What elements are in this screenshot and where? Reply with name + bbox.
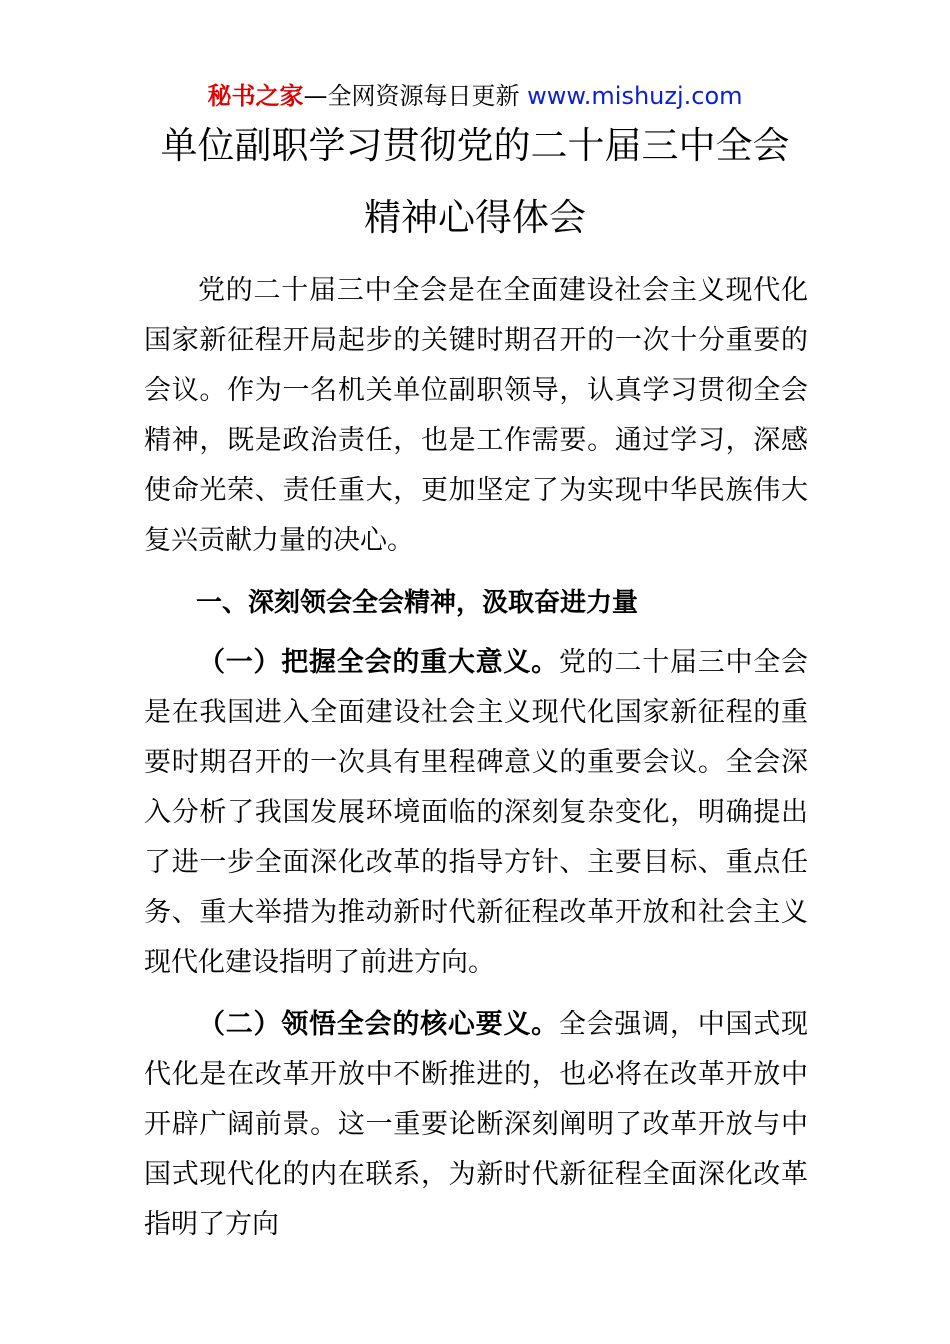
subsection-1-title: （一）把握全会的重大意义。 [198, 647, 559, 678]
section-1-heading: 一、深刻领会全会精神，汲取奋进力量 [196, 588, 639, 618]
site-slogan: —全网资源每日更新 [303, 82, 528, 110]
document-title-line-1: 单位副职学习贯彻党的二十届三中全会 [160, 124, 790, 167]
site-url-link[interactable]: www.mishuzj.com [527, 82, 743, 110]
intro-paragraph: 党的二十届三中全会是在全面建设社会主义现代化国家新征程开局起步的关键时期召开的一次十分重要的会议。作为一名机关单位副职领导，认真学习贯彻全会精神，既是政治责任，也是工作需要。通过学习，深感使命光荣、责任重大，更加坚定了为实现中华民族伟大复兴贡献力量的决心。 [144, 275, 808, 556]
subsection-1-text: 党的二十届三中全会是在我国进入全面建设社会主义现代化国家新征程的重要时期召开的一次具有里程碑意义的重要会议。全会深入分析了我国发展环境面临的深刻复杂变化，明确提出了进一步全面深化改革的指导方针、主要目标、重点任务、重大举措为推动新时代新征程改革开放和社会主义现代化建设指明了前进方向。 [144, 647, 809, 978]
subsection-2-block [144, 1000, 808, 1250]
subsection-2-text: 全会强调，中国式现代化是在改革开放中不断推进的，也必将在改革开放中开辟广阔前景。这一重要论断深刻阐明了改革开放与中国式现代化的内在联系，为新时代新征程全面深化改革指明了方向 [144, 1009, 809, 1240]
site-brand: 秘书之家 [207, 82, 304, 110]
document-title-line-2: 精神心得体会 [364, 196, 586, 239]
subsection-1-paragraph [144, 638, 808, 988]
subsection-2-title: （二）领悟全会的核心要义。 [198, 1009, 559, 1040]
section-1-heading-block [144, 578, 808, 628]
subsection-2-paragraph [144, 1000, 808, 1250]
intro-paragraph-block [144, 266, 808, 566]
site-header [0, 78, 950, 114]
subsection-1-block [144, 638, 808, 988]
